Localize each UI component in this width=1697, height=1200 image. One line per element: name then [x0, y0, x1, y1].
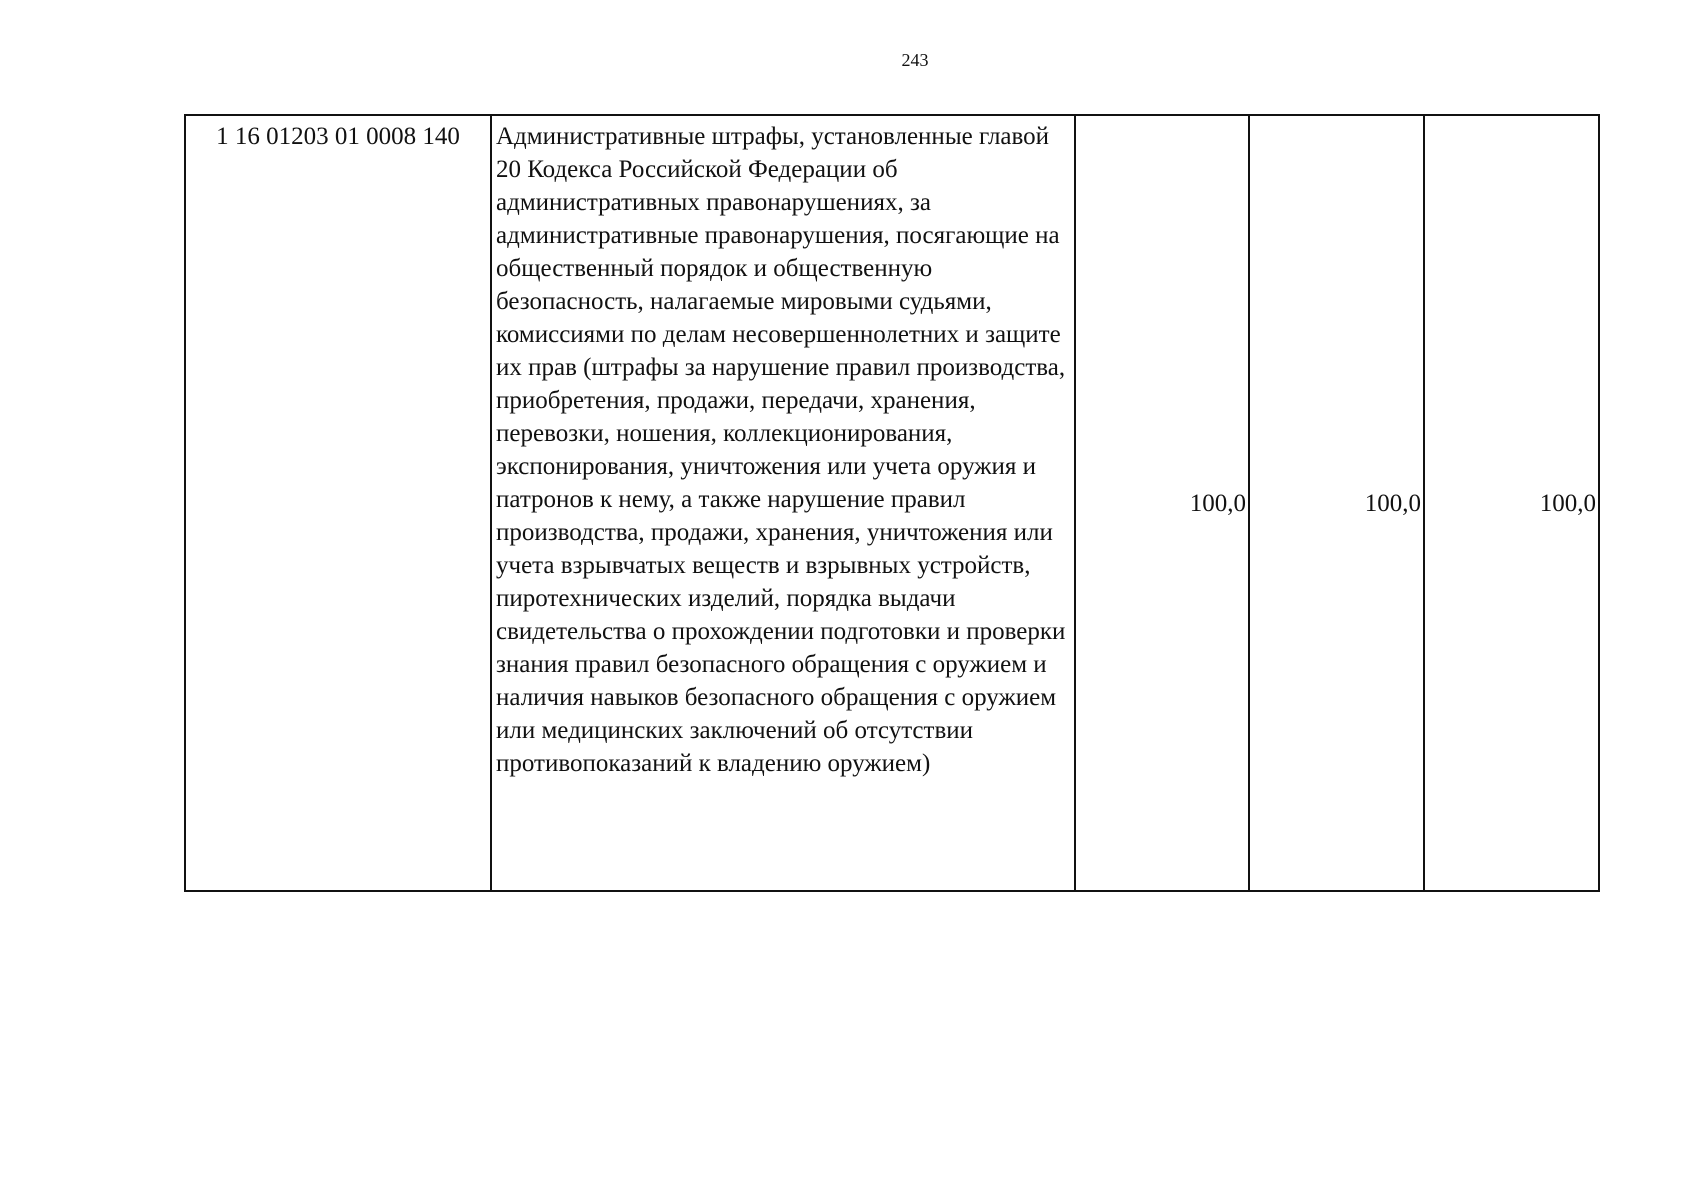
budget-table — [184, 114, 1600, 892]
table-row — [185, 115, 1599, 891]
amount-cell-1: 100,0 — [1075, 115, 1249, 891]
budget-code-cell: 1 16 01203 01 0008 140 — [185, 115, 491, 891]
amount-cell-2: 100,0 — [1249, 115, 1424, 891]
amount-cell-3: 100,0 — [1424, 115, 1599, 891]
revenue-description-cell: Административные штрафы, установленные главой 20 Кодекса Российской Федерации об административных правонарушениях, за административные правонарушения, посягающие на общественный порядок и общественную безопасность, налагаемые мировыми судьями, комиссиями по делам несовершеннолетних и защите их прав (штрафы за нарушение правил производства, приобретения, продажи, передачи, хранения, перевозки, ношения, коллекционирования, экспонирования, уничтожения или учета оружия и патронов к нему, а также нарушение правил производства, продажи, хранения, уничтожения или учета взрывчатых веществ и взрывных устройств, пиротехнических изделий, порядка выдачи свидетельства о прохождении подготовки и проверки знания правил безопасного обращения с оружием и наличия навыков безопасного обращения с оружием или медицинских заключений об отсутствии противопоказаний к владению оружием) — [491, 115, 1075, 891]
page-number: 243 — [901, 50, 929, 70]
